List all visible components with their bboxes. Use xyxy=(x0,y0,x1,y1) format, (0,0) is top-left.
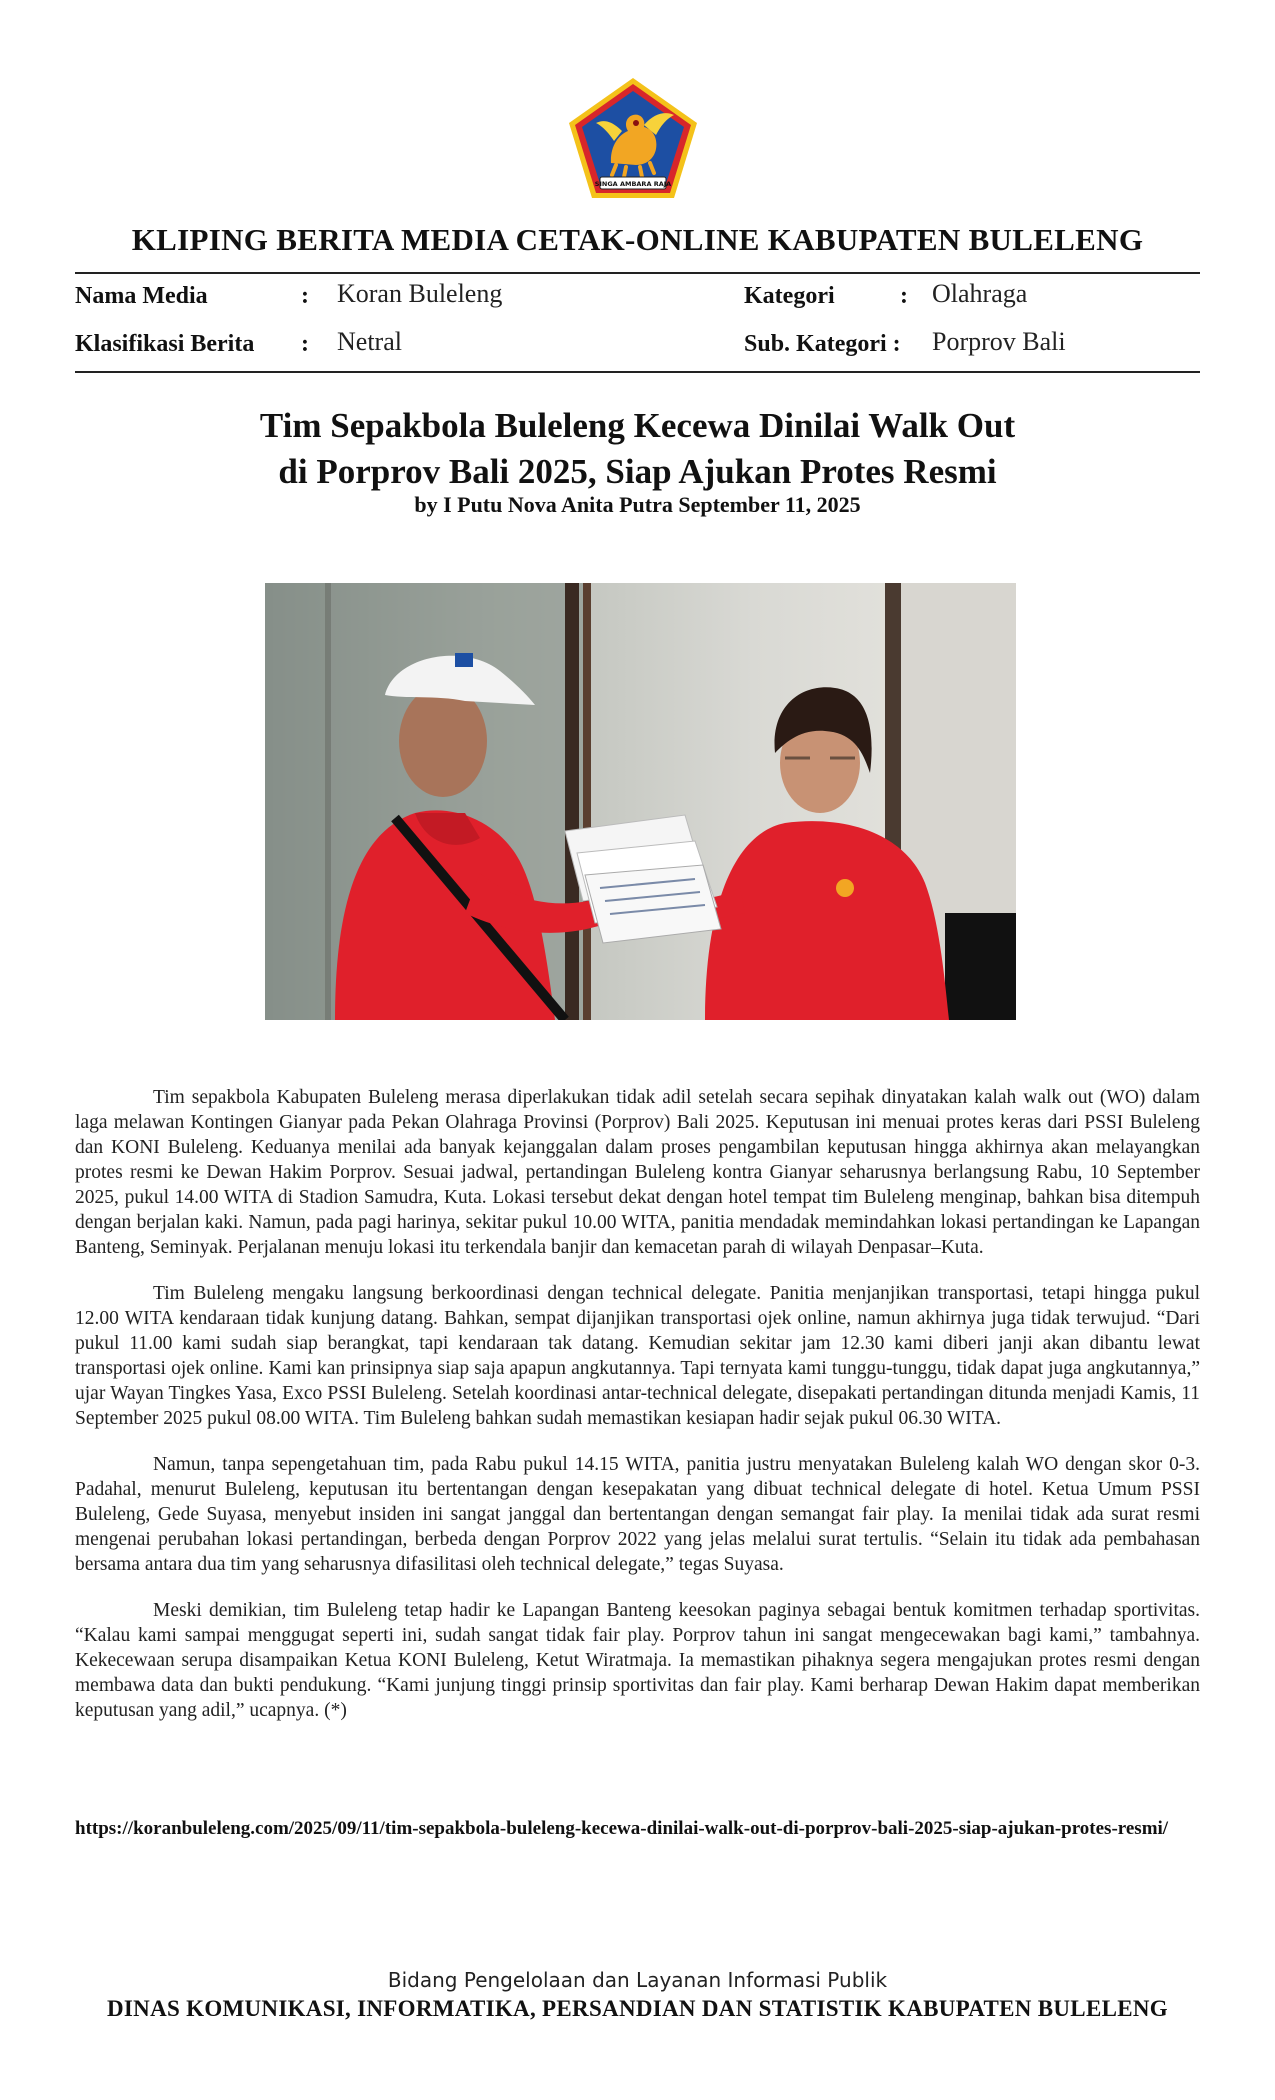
klasifikasi-colon: : xyxy=(301,331,309,357)
subkategori-value: Porprov Bali xyxy=(932,327,1066,356)
media-value: Koran Buleleng xyxy=(337,279,503,308)
source-url-link[interactable]: https://koranbuleleng.com/2025/09/11/tim-sepakbola-buleleng-kecewa-dinilai-walk-out-di-porprov-bali-2025-siap-ajukan-protes-resmi/ xyxy=(75,1818,1169,1839)
footer-agency: DINAS KOMUNIKASI, INFORMATIKA, PERSANDIAN DAN STATISTIK KABUPATEN BULELENG xyxy=(107,1996,1168,2021)
klasifikasi-value: Netral xyxy=(337,327,402,356)
article-byline: by I Putu Nova Anita Putra September 11, 2025 xyxy=(414,492,861,517)
media-label: Nama Media xyxy=(75,283,208,309)
article-paragraph: Tim sepakbola Kabupaten Buleleng merasa diperlakukan tidak adil setelah secara sepihak dinyatakan kalah walk out (WO) dalam laga melawan Kontingen Gianyar pada Pekan Olahraga Provinsi (Porprov) Bali 2025. Keputusan ini menuai protes keras dari PSSI Buleleng dan KONI Buleleng. Keduanya menilai ada banyak kejanggalan dalam proses pengambilan keputusan hingga akhirnya akan melayangkan protes resmi ke Dewan Hakim Porprov. Sesuai jadwal, pertandingan Buleleng kontra Gianyar seharusnya berlangsung Rabu, 10 September 2025, pukul 14.00 WITA di Stadion Samudra, Kuta. Lokasi tersebut dekat dengan hotel tempat tim Buleleng menginap, bahkan bisa ditempuh dengan berjalan kaki. Namun, pada pagi harinya, sekitar pukul 10.00 WITA, panitia mendadak memindahkan lokasi pertandingan ke Lapangan Banteng, Seminyak. Perjalanan menuju lokasi itu terkendala banjir dan kemacetan parah di wilayah Denpasar–Kuta. xyxy=(75,1087,1200,1258)
media-colon: : xyxy=(301,283,309,309)
klasifikasi-label: Klasifikasi Berita xyxy=(75,331,255,357)
buleleng-regency-logo xyxy=(566,75,700,201)
header-rule-bottom xyxy=(75,371,1200,373)
footer-department: Bidang Pengelolaan dan Layanan Informasi Publik xyxy=(387,1968,888,1992)
article-photo xyxy=(265,583,1016,1020)
document-header-title: KLIPING BERITA MEDIA CETAK-ONLINE KABUPATEN BULELENG xyxy=(131,222,1144,257)
svg-text:SINGA AMBARA RAJA: SINGA AMBARA RAJA xyxy=(594,180,672,188)
subkategori-label: Sub. Kategori : xyxy=(744,331,901,357)
article-paragraph: Namun, tanpa sepengetahuan tim, pada Rabu pukul 14.15 WITA, panitia justru menyatakan Buleleng kalah WO dengan skor 0-3. Padahal, menurut Buleleng, keputusan itu bertentangan dengan kesepakatan yang dibuat technical delegate di hotel. Ketua Umum PSSI Buleleng, Gede Suyasa, menyebut insiden ini sangat janggal dan bertentangan dengan semangat fair play. Ia menilai tidak ada surat resmi mengenai perubahan lokasi pertandingan, berbeda dengan Porprov 2022 yang jelas melalui surat tertulis. “Selain itu tidak ada pembahasan bersama antara dua tim yang seharusnya difasilitasi oleh technical delegate,” tegas Suyasa. xyxy=(75,1454,1200,1575)
header-rule-top xyxy=(75,272,1200,274)
article-body xyxy=(75,1085,1200,1744)
kategori-colon: : xyxy=(900,283,908,309)
article-title-line-2: di Porprov Bali 2025, Siap Ajukan Protes Resmi xyxy=(278,452,997,491)
kategori-label: Kategori xyxy=(744,283,835,309)
article-title xyxy=(175,403,1100,495)
article-paragraph: Meski demikian, tim Buleleng tetap hadir ke Lapangan Banteng keesokan paginya sebagai bentuk komitmen terhadap sportivitas. “Kalau kami sampai menggugat seperti ini, sudah sangat tidak fair play. Porprov tahun ini sangat mengecewakan bagi kami,” tambahnya. Kekecewaan serupa disampaikan Ketua KONI Buleleng, Ketut Wiratmaja. Ia memastikan pihaknya segera mengajukan protes resmi dengan membawa data dan bukti pendukung. “Kami junjung tinggi prinsip sportivitas dan fair play. Kami berharap Dewan Hakim dapat memberikan keputusan yang adil,” ucapnya. (*) xyxy=(75,1600,1200,1721)
article-title-line-1: Tim Sepakbola Buleleng Kecewa Dinilai Walk Out xyxy=(259,406,1016,445)
article-paragraph: Tim Buleleng mengaku langsung berkoordinasi dengan technical delegate. Panitia menjanjikan transportasi, tetapi hingga pukul 12.00 WITA kendaraan tidak kunjung datang. Bahkan, sempat dijanjikan transportasi ojek online, namun akhirnya juga tidak terwujud. “Dari pukul 11.00 kami sudah siap berangkat, tapi kendaraan tak datang. Kemudian sekitar jam 12.30 kami diberi janji akan dibantu lewat transportasi ojek online. Kami kan prinsipnya siap saja apapun angkutannya. Tapi ternyata kami tunggu-tunggu, tidak dapat juga angkutannya,” ujar Wayan Tingkes Yasa, Exco PSSI Buleleng. Setelah koordinasi antar-technical delegate, disepakati pertandingan ditunda menjadi Kamis, 11 September 2025 pukul 08.00 WITA. Tim Buleleng bahkan sudah memastikan kesiapan hadir sejak pukul 06.30 WITA. xyxy=(75,1283,1200,1429)
kategori-value: Olahraga xyxy=(932,279,1028,308)
